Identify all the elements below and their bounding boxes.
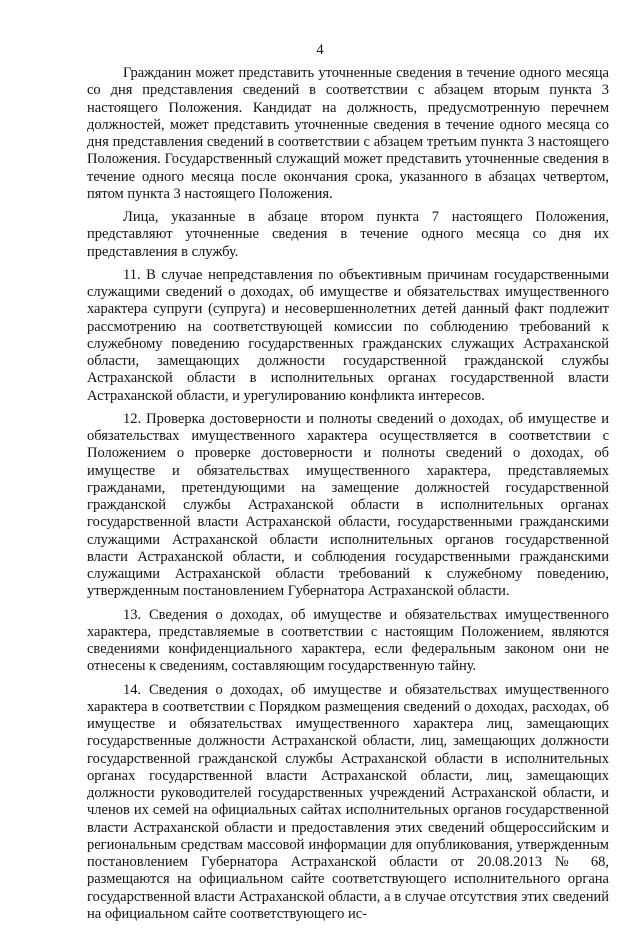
paragraph-item-13: 13. Сведения о доходах, об имуществе и обязательствах имущественного характера, представляемые в соответствии с настоящим Положением, являются сведениями конфиденциального характера, если федеральным законом они не отнесены к сведениям, составляющим государственную тайну. — [87, 606, 609, 675]
paragraph-item-12: 12. Проверка достоверности и полноты сведений о доходах, об имуществе и обязательствах имущественного характера осуществляется в соответствии с Положением о проверке достоверности и полноты сведений о доходах, об имуществе и обязательствах имущественного характера, представляемых гражданами, претендующими на замещение должностей государственной гражданской службы Астраханской области в исполнительных органах государственной власти Астраханской области, государственными гражданскими служащими Астраханской области исполнительных органов государственной власти Астраханской области, и соблюдения государственными гражданскими служащими Астраханской области требований к служебному поведению, утвержденным постановлением Губернатора Астраханской области. — [87, 410, 609, 600]
paragraph-item-14: 14. Сведения о доходах, об имуществе и обязательствах имущественного характера в соответствии с Порядком размещения сведений о доходах, расходах, об имуществе и обязательствах имущественного характера лиц, замещающих государственные должности Астраханской области, лиц, замещающих должности государственной гражданской службы Астраханской области в исполнительных органах государственной власти Астраханской области, лиц, замещающих должности руководителей государственных учреждений Астраханской области, и членов их семей на официальных сайтах исполнительных органов государственной власти Астраханской области и предоставления этих сведений общероссийским и региональным средствам массовой информации для опубликования, утвержденным постановлением Губернатора Астраханской области от 20.08.2013 № 68, размещаются на официальном сайте соответствующего исполнительного органа государственной власти Астраханской области, а в случае отсутствия этих сведений на официальном сайте соответствующего ис- — [87, 681, 609, 922]
page-number: 4 — [316, 42, 324, 58]
paragraph-clarified-info-citizen: Гражданин может представить уточненные сведения в течение одного месяца со дня представления сведений в соответствии с абзацем вторым пункта 3 настоящего Положения. Кандидат на должность, предусмотренную перечнем должностей, может представить уточненные сведения в течение одного месяца со дня представления сведений в соответствии с абзацем третьим пункта 3 настоящего Положения. Государственный служащий может представить уточненные сведения в течение одного месяца после окончания срока, указанного в абзацах четвертом, пятом пункта 3 настоящего Положения. — [87, 65, 609, 202]
paragraph-item-11: 11. В случае непредставления по объективным причинам государственными служащими сведений о доходах, об имуществе и обязательствах имущественного характера супруги (супруга) и несовершеннолетних детей данный факт подлежит рассмотрению на соответствующей комиссии по соблюдению требований к служебному поведению государственных гражданских служащих Астраханской области, замещающих должности государственной гражданской службы Астраханской области в исполнительных органах государственной власти Астраханской области, и урегулированию конфликта интересов. — [87, 266, 609, 404]
document-body — [87, 65, 609, 929]
paragraph-clarified-info-persons: Лица, указанные в абзаце втором пункта 7 настоящего Положения, представляют уточненные сведения в течение одного месяца со дня их представления в службу. — [87, 209, 609, 260]
